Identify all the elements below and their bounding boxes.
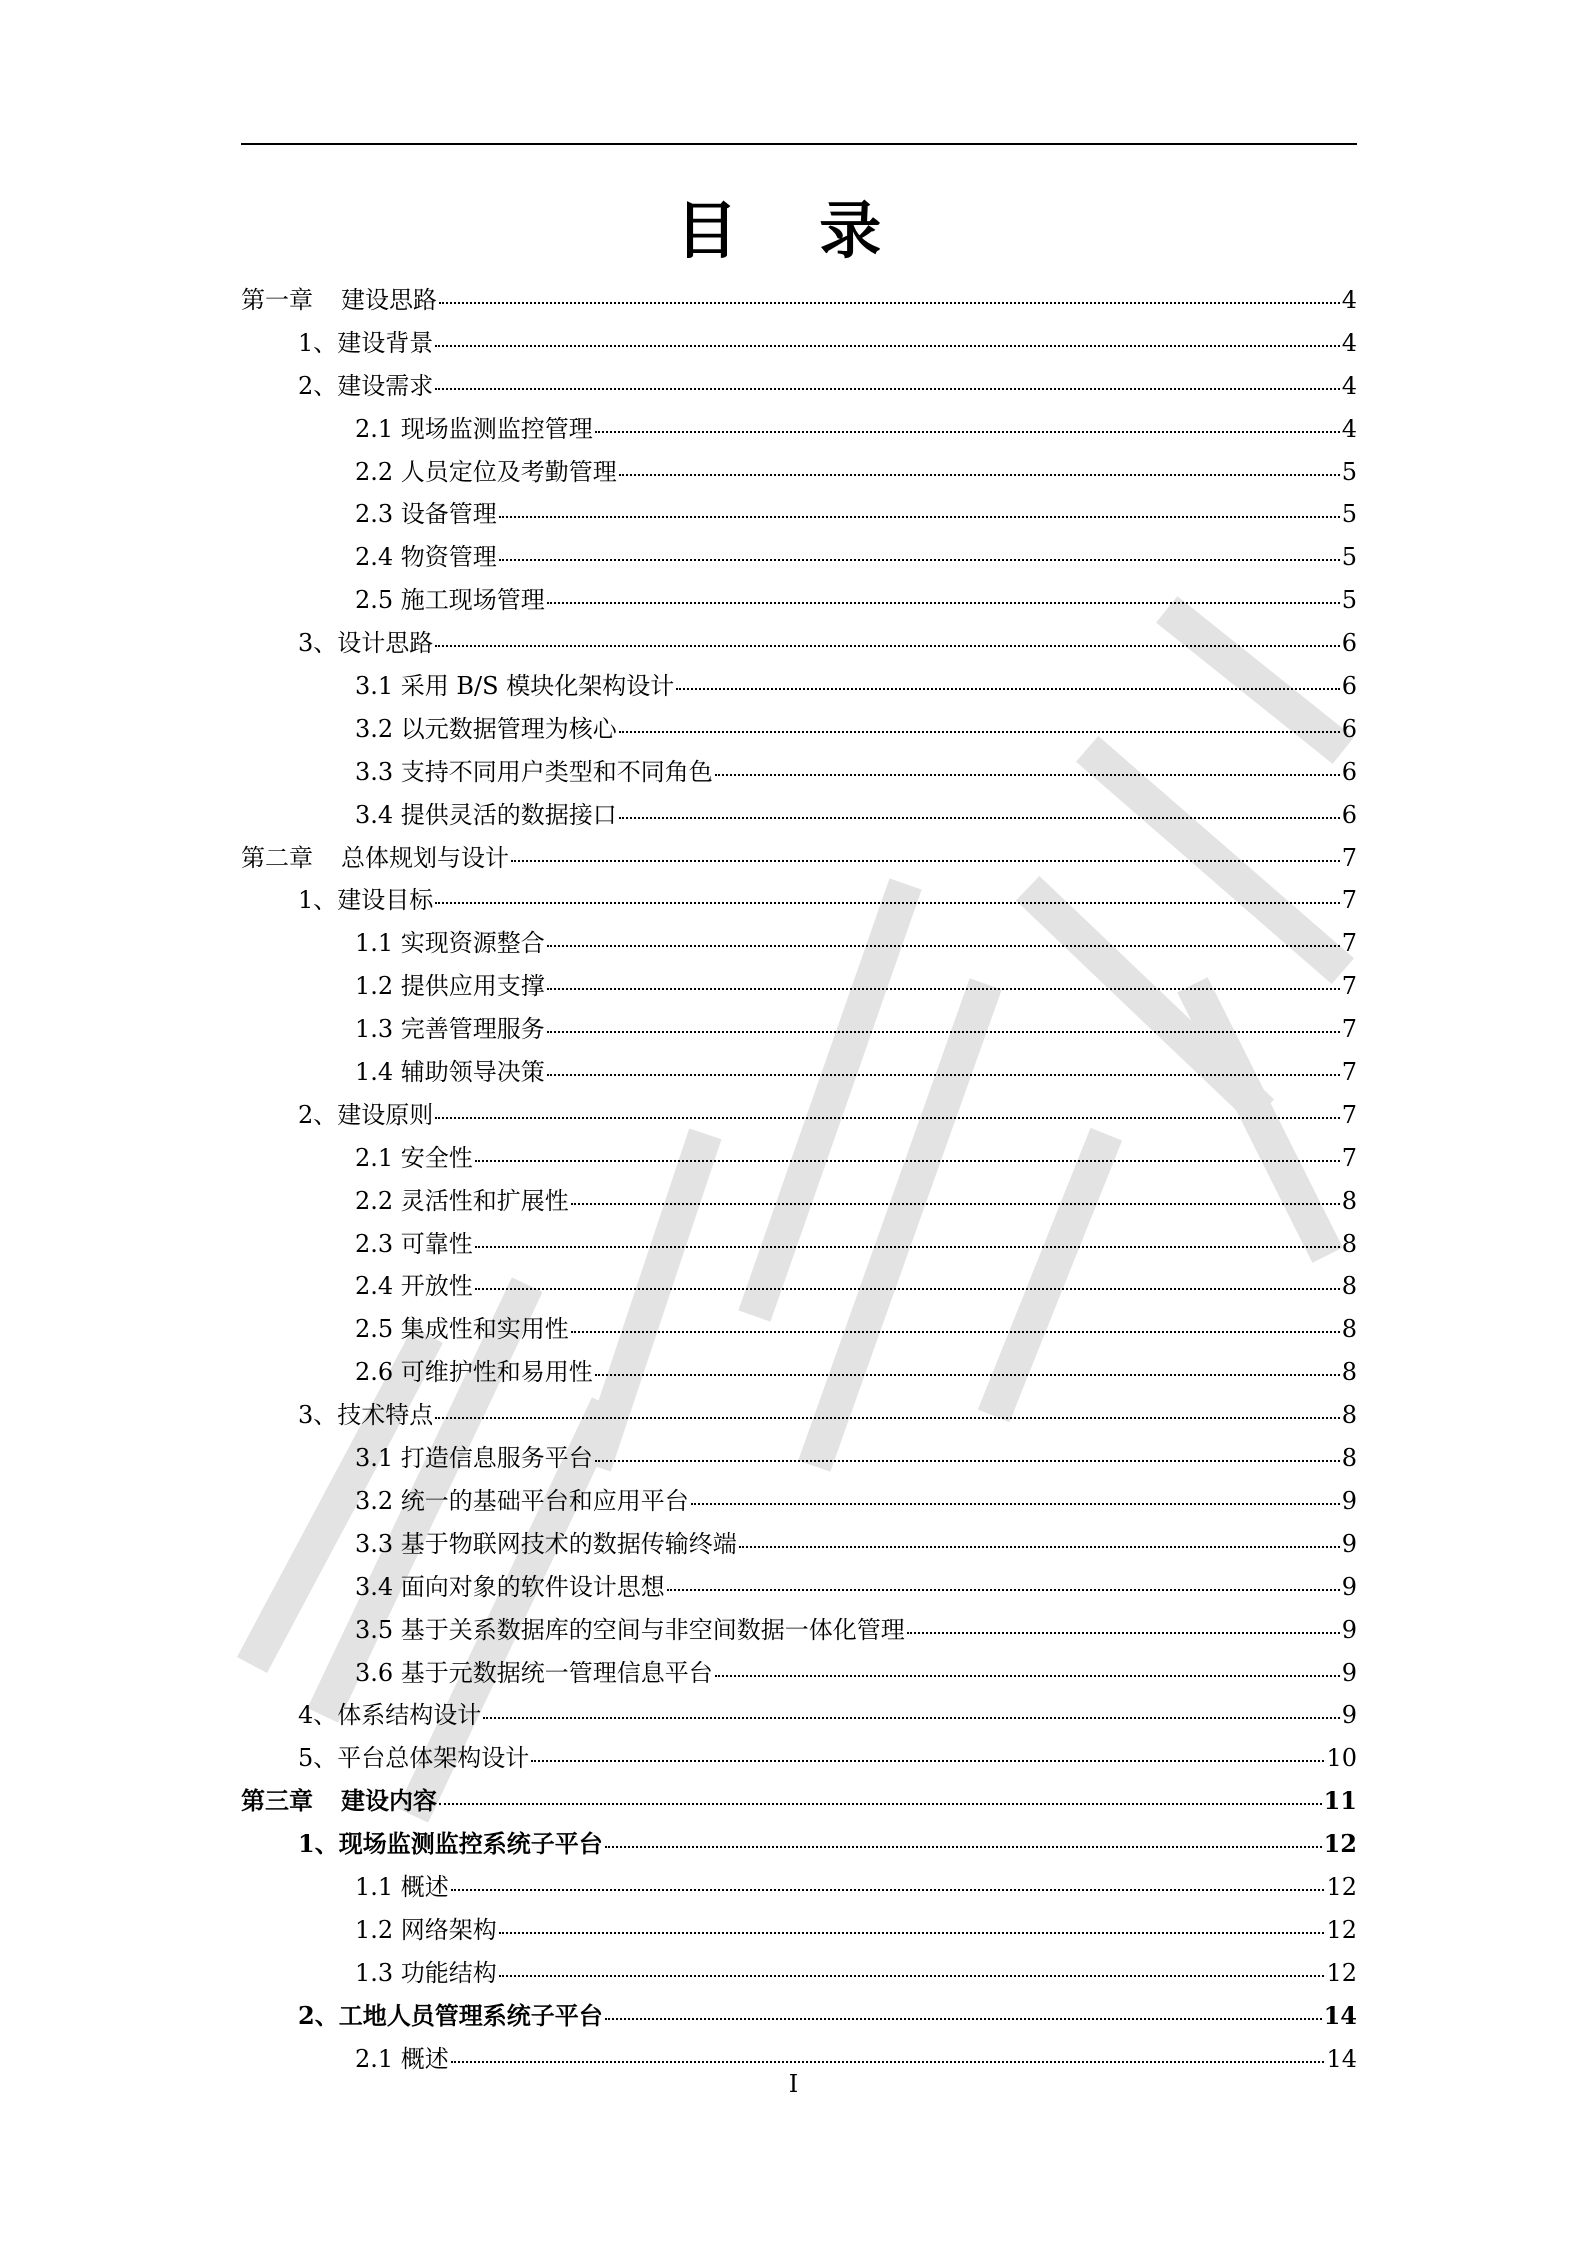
toc-entry[interactable] bbox=[241, 1265, 1357, 1308]
dot-leader bbox=[619, 817, 1340, 819]
toc-entry-text: 3.2 统一的基础平台和应用平台 bbox=[355, 1486, 689, 1515]
toc-entry[interactable] bbox=[241, 408, 1357, 451]
toc-entry-text: 4、体系结构设计 bbox=[298, 1701, 482, 1730]
dot-leader bbox=[435, 388, 1339, 390]
dot-leader bbox=[499, 559, 1340, 561]
toc-entry-text: 1.3 功能结构 bbox=[355, 1958, 497, 1987]
chapter-label: 第一章 bbox=[241, 286, 313, 314]
toc-entry-text: 2、工地人员管理系统子平台 bbox=[298, 2000, 603, 2030]
toc-entry-text: 2.4 物资管理 bbox=[355, 543, 497, 572]
toc-entry-text: 1.4 辅助领导决策 bbox=[355, 1058, 545, 1087]
toc-entry-text: 1.1 概述 bbox=[355, 1872, 449, 1901]
toc-entry-text: 2.5 集成性和实用性 bbox=[355, 1315, 569, 1344]
toc-entry[interactable] bbox=[241, 536, 1357, 579]
toc-entry-text: 2、建设原则 bbox=[298, 1100, 434, 1129]
toc-entry-text: 1、建设背景 bbox=[298, 328, 434, 357]
dot-leader bbox=[451, 1889, 1325, 1891]
toc-entry[interactable] bbox=[241, 1780, 1357, 1823]
toc-page-number: 6 bbox=[1341, 672, 1357, 701]
toc-page-number: 9 bbox=[1341, 1486, 1357, 1515]
toc-page-number: 9 bbox=[1341, 1658, 1357, 1687]
dot-leader bbox=[475, 1246, 1340, 1248]
toc-entry[interactable] bbox=[241, 1566, 1357, 1609]
toc-entry[interactable] bbox=[241, 451, 1357, 494]
toc-entry[interactable] bbox=[241, 922, 1357, 965]
toc-entry-text: 2、建设需求 bbox=[298, 371, 434, 400]
dot-leader bbox=[571, 1203, 1340, 1205]
toc-entry[interactable] bbox=[241, 493, 1357, 536]
toc-entry[interactable] bbox=[241, 1223, 1357, 1266]
dot-leader bbox=[595, 1460, 1340, 1462]
toc-page-number: 9 bbox=[1341, 1615, 1357, 1644]
toc-page-number: 5 bbox=[1341, 457, 1357, 486]
toc-page-number: 6 bbox=[1341, 629, 1357, 658]
toc-entry[interactable] bbox=[241, 365, 1357, 408]
toc-entry-text: 2.1 现场监测监控管理 bbox=[355, 414, 593, 443]
toc-entry[interactable] bbox=[241, 279, 1357, 322]
toc-entry-text: 1、现场监测监控系统子平台 bbox=[298, 1829, 603, 1859]
chapter-label: 第二章 bbox=[241, 843, 313, 872]
dot-leader bbox=[907, 1632, 1340, 1634]
toc-page-number: 5 bbox=[1341, 500, 1357, 529]
toc-entry-text: 2.5 施工现场管理 bbox=[355, 586, 545, 615]
toc-entry[interactable] bbox=[241, 751, 1357, 794]
dot-leader bbox=[499, 516, 1340, 518]
toc-entry-text: 3.1 采用 B/S 模块化架构设计 bbox=[355, 672, 675, 701]
toc-page-number: 8 bbox=[1341, 1272, 1357, 1301]
toc-page-number: 9 bbox=[1341, 1529, 1357, 1558]
toc-entry-text: 总体规划与设计 bbox=[341, 843, 509, 872]
dot-leader bbox=[605, 2018, 1322, 2020]
toc-entry[interactable] bbox=[241, 1180, 1357, 1223]
toc-entry-text: 3.3 支持不同用户类型和不同角色 bbox=[355, 757, 713, 786]
toc-entry[interactable] bbox=[241, 1609, 1357, 1652]
toc-entry-text: 1、建设目标 bbox=[298, 886, 434, 915]
toc-entry[interactable] bbox=[241, 1909, 1357, 1952]
toc-entry[interactable] bbox=[241, 794, 1357, 837]
toc-entry-text: 2.2 人员定位及考勤管理 bbox=[355, 457, 617, 486]
toc-page-number: 7 bbox=[1341, 1100, 1357, 1129]
toc-page-number: 9 bbox=[1341, 1572, 1357, 1601]
dot-leader bbox=[676, 688, 1340, 690]
toc-entry[interactable] bbox=[241, 1394, 1357, 1437]
toc-page-number: 10 bbox=[1326, 1744, 1357, 1773]
toc-page-number: 7 bbox=[1341, 1143, 1357, 1172]
toc-page-number: 8 bbox=[1341, 1444, 1357, 1473]
toc-page-number: 6 bbox=[1341, 714, 1357, 743]
toc-entry-text: 建设思路 bbox=[341, 286, 437, 314]
toc-entry[interactable] bbox=[241, 1308, 1357, 1351]
toc-entry-text: 1.3 完善管理服务 bbox=[355, 1015, 545, 1044]
toc-entry[interactable] bbox=[241, 879, 1357, 922]
toc-entry-text: 2.1 概述 bbox=[355, 2044, 449, 2073]
toc-page-number: 5 bbox=[1341, 586, 1357, 615]
dot-leader bbox=[619, 731, 1340, 733]
toc-title: 目 录 bbox=[675, 194, 912, 267]
dot-leader bbox=[531, 1760, 1324, 1762]
dot-leader bbox=[739, 1546, 1340, 1548]
toc-entry[interactable] bbox=[241, 1652, 1357, 1695]
dot-leader bbox=[451, 2061, 1325, 2063]
dot-leader bbox=[667, 1589, 1340, 1591]
toc-entry[interactable] bbox=[241, 708, 1357, 751]
toc-page-number: 8 bbox=[1341, 1315, 1357, 1344]
dot-leader bbox=[595, 431, 1340, 433]
dot-leader bbox=[691, 1503, 1340, 1505]
dot-leader bbox=[715, 1675, 1340, 1677]
dot-leader bbox=[499, 1932, 1325, 1934]
page-number: I bbox=[788, 2070, 799, 2098]
toc-page-number: 4 bbox=[1341, 328, 1357, 357]
toc-entry-text: 2.3 设备管理 bbox=[355, 500, 497, 529]
dot-leader bbox=[547, 1031, 1340, 1033]
dot-leader bbox=[547, 945, 1340, 947]
dot-leader bbox=[439, 302, 1340, 304]
toc-entry[interactable] bbox=[241, 1437, 1357, 1480]
toc-entry[interactable] bbox=[241, 1737, 1357, 1780]
toc-page-number: 11 bbox=[1323, 1786, 1357, 1816]
toc-page-number: 7 bbox=[1341, 886, 1357, 915]
toc-page-number: 14 bbox=[1326, 2044, 1357, 2073]
toc-page-number: 6 bbox=[1341, 800, 1357, 829]
dot-leader bbox=[605, 1846, 1322, 1848]
toc-entry-text: 3.1 打造信息服务平台 bbox=[355, 1444, 593, 1473]
toc-entry-text: 2.3 可靠性 bbox=[355, 1229, 473, 1258]
toc-entry[interactable] bbox=[241, 665, 1357, 708]
toc-page-number: 12 bbox=[1326, 1872, 1357, 1901]
toc-entry-text: 3.6 基于元数据统一管理信息平台 bbox=[355, 1658, 713, 1687]
dot-leader bbox=[619, 474, 1340, 476]
toc-entry-text: 2.1 安全性 bbox=[355, 1143, 473, 1172]
toc-entry[interactable] bbox=[241, 1094, 1357, 1137]
toc-entry[interactable] bbox=[241, 1523, 1357, 1566]
toc-entry-text: 1.1 实现资源整合 bbox=[355, 929, 545, 958]
toc-page-number: 8 bbox=[1341, 1229, 1357, 1258]
toc-page-number: 14 bbox=[1323, 2000, 1357, 2030]
dot-leader bbox=[715, 774, 1340, 776]
toc-entry-text: 5、平台总体架构设计 bbox=[298, 1744, 530, 1773]
toc-page-number: 6 bbox=[1341, 757, 1357, 786]
toc-page-number: 4 bbox=[1341, 286, 1357, 314]
dot-leader bbox=[483, 1717, 1339, 1719]
toc-page-number: 8 bbox=[1341, 1186, 1357, 1215]
dot-leader bbox=[439, 1803, 1322, 1805]
toc-page-number: 7 bbox=[1341, 1015, 1357, 1044]
toc-entry-text: 3.3 基于物联网技术的数据传输终端 bbox=[355, 1529, 737, 1558]
toc-entry[interactable] bbox=[241, 1952, 1357, 1995]
toc-page-number: 7 bbox=[1341, 972, 1357, 1001]
table-of-contents bbox=[241, 279, 1357, 2080]
toc-entry-text: 3.5 基于关系数据库的空间与非空间数据一体化管理 bbox=[355, 1615, 905, 1644]
toc-page-number: 9 bbox=[1341, 1701, 1357, 1730]
toc-entry-text: 3、设计思路 bbox=[298, 629, 434, 658]
toc-page-number: 8 bbox=[1341, 1358, 1357, 1387]
toc-page-number: 5 bbox=[1341, 543, 1357, 572]
toc-entry[interactable] bbox=[241, 1351, 1357, 1394]
toc-page-number: 12 bbox=[1326, 1958, 1357, 1987]
toc-entry-text: 1.2 提供应用支撑 bbox=[355, 972, 545, 1001]
toc-entry[interactable] bbox=[241, 837, 1357, 880]
header-rule bbox=[241, 143, 1357, 145]
chapter-label: 第三章 bbox=[241, 1786, 313, 1816]
toc-page-number: 12 bbox=[1326, 1915, 1357, 1944]
dot-leader bbox=[435, 1417, 1339, 1419]
toc-entry[interactable] bbox=[241, 1008, 1357, 1051]
toc-page-number: 7 bbox=[1341, 929, 1357, 958]
dot-leader bbox=[595, 1374, 1340, 1376]
toc-page-number: 7 bbox=[1341, 843, 1357, 872]
dot-leader bbox=[547, 1074, 1340, 1076]
toc-entry[interactable] bbox=[241, 1137, 1357, 1180]
toc-entry[interactable] bbox=[241, 1051, 1357, 1094]
dot-leader bbox=[435, 1117, 1339, 1119]
toc-entry-text: 2.6 可维护性和易用性 bbox=[355, 1358, 593, 1387]
toc-entry[interactable] bbox=[241, 1480, 1357, 1523]
toc-entry-text: 2.4 开放性 bbox=[355, 1272, 473, 1301]
toc-entry[interactable] bbox=[241, 965, 1357, 1008]
dot-leader bbox=[571, 1331, 1340, 1333]
toc-entry[interactable] bbox=[241, 1694, 1357, 1737]
toc-entry-text: 3.4 面向对象的软件设计思想 bbox=[355, 1572, 665, 1601]
dot-leader bbox=[435, 345, 1339, 347]
toc-entry[interactable] bbox=[241, 579, 1357, 622]
dot-leader bbox=[435, 902, 1339, 904]
toc-entry-text: 1.2 网络架构 bbox=[355, 1915, 497, 1944]
toc-entry[interactable] bbox=[241, 1995, 1357, 2038]
toc-page-number: 8 bbox=[1341, 1401, 1357, 1430]
toc-entry-text: 3.4 提供灵活的数据接口 bbox=[355, 800, 617, 829]
toc-entry-text: 2.2 灵活性和扩展性 bbox=[355, 1186, 569, 1215]
toc-page-number: 12 bbox=[1323, 1829, 1357, 1859]
dot-leader bbox=[511, 860, 1340, 862]
toc-entry-text: 3、技术特点 bbox=[298, 1401, 434, 1430]
toc-page-number: 7 bbox=[1341, 1058, 1357, 1087]
dot-leader bbox=[547, 602, 1340, 604]
toc-entry[interactable] bbox=[241, 1866, 1357, 1909]
dot-leader bbox=[475, 1160, 1340, 1162]
toc-entry[interactable] bbox=[241, 1823, 1357, 1866]
dot-leader bbox=[475, 1288, 1340, 1290]
toc-entry[interactable] bbox=[241, 622, 1357, 665]
toc-entry-text: 3.2 以元数据管理为核心 bbox=[355, 714, 617, 743]
toc-entry[interactable] bbox=[241, 322, 1357, 365]
dot-leader bbox=[499, 1975, 1325, 1977]
toc-page-number: 4 bbox=[1341, 414, 1357, 443]
dot-leader bbox=[547, 988, 1340, 990]
toc-entry-text: 建设内容 bbox=[341, 1786, 437, 1816]
dot-leader bbox=[435, 645, 1339, 647]
toc-page-number: 4 bbox=[1341, 371, 1357, 400]
